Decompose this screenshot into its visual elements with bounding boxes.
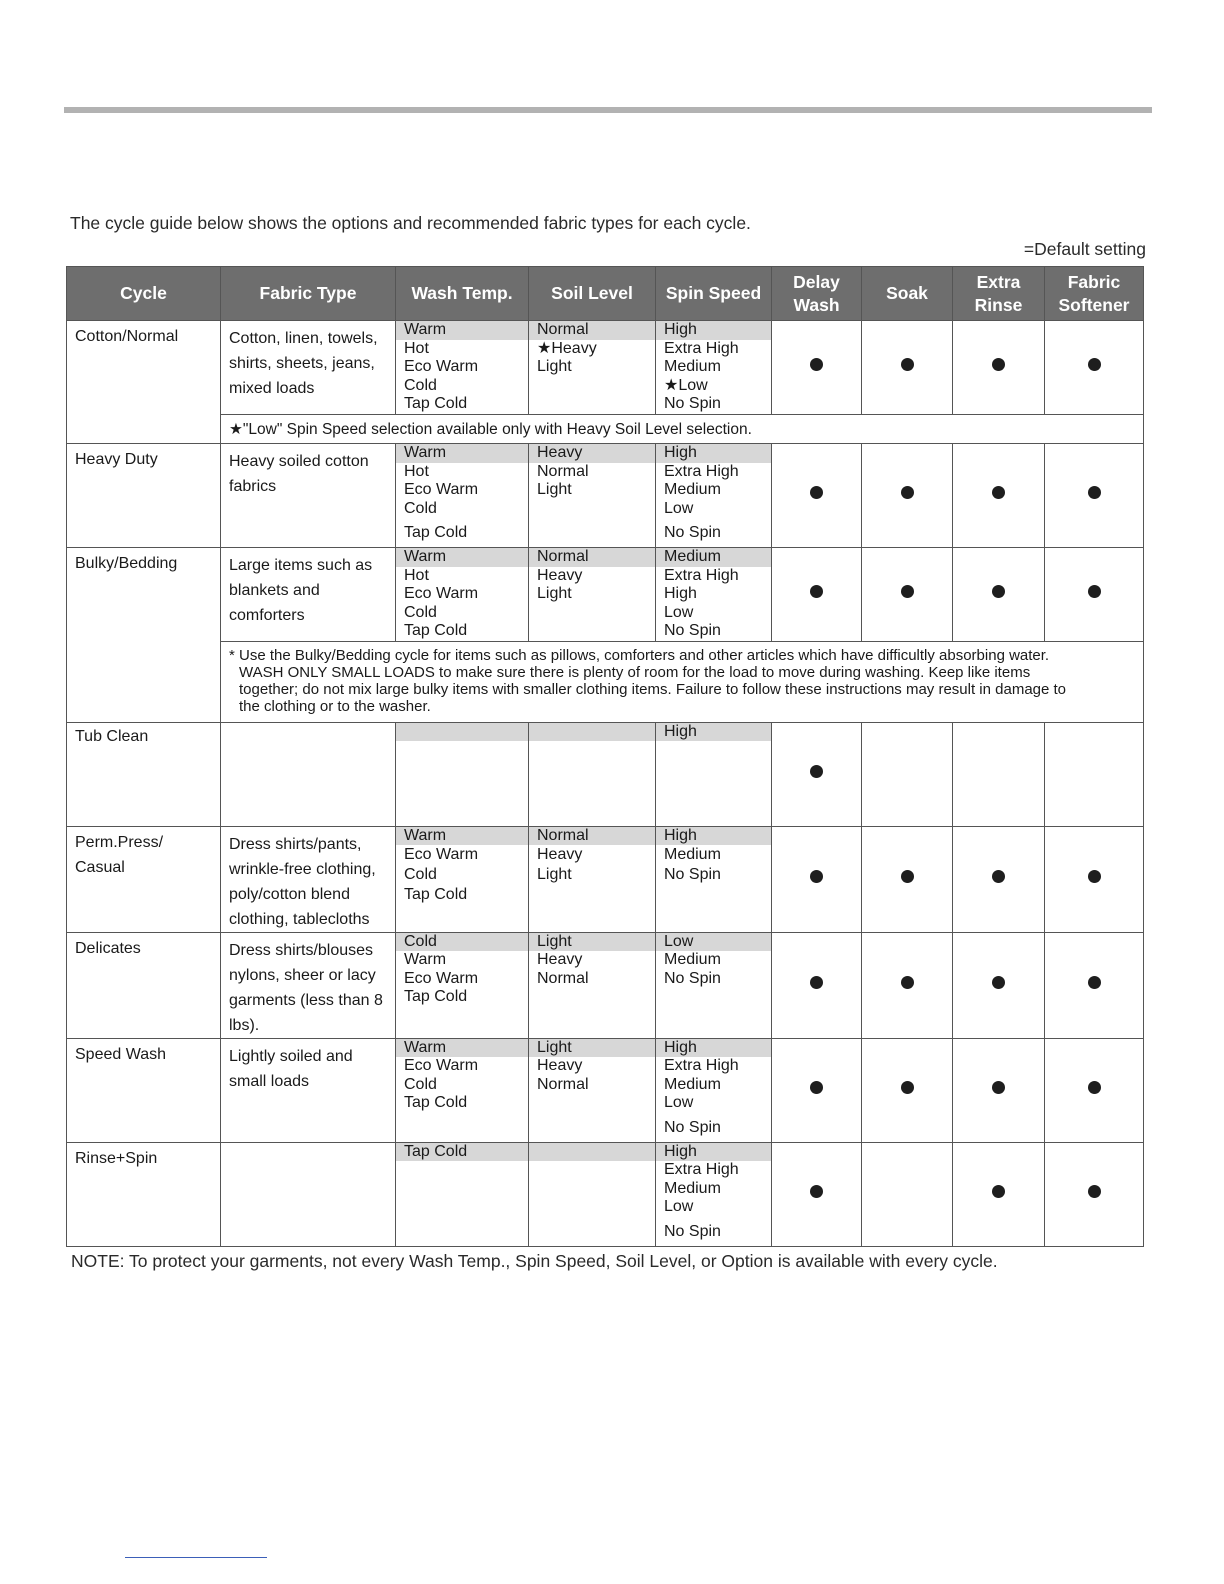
default-option: Low xyxy=(656,933,771,952)
soak-cell xyxy=(862,444,953,548)
header-spin-speed: Spin Speed xyxy=(656,267,772,321)
spin-speed-options xyxy=(656,1038,772,1142)
option: No Spin xyxy=(664,969,721,987)
available-dot-icon xyxy=(1088,585,1101,598)
available-dot-icon xyxy=(992,486,1005,499)
cycle-name: Heavy Duty xyxy=(67,444,221,548)
option: Tap Cold xyxy=(404,622,468,639)
option: Low xyxy=(664,1198,694,1215)
option: Medium xyxy=(664,358,721,375)
default-option: Tap Cold xyxy=(396,1143,528,1162)
soak-cell xyxy=(862,321,953,415)
default-option-blank xyxy=(529,1143,655,1161)
cycle-name-line: Perm.Press/ xyxy=(75,833,164,851)
option: Low xyxy=(664,1094,694,1111)
option: Cold xyxy=(404,1075,437,1093)
default-setting-legend: =Default setting xyxy=(1023,239,1146,259)
default-option: Normal xyxy=(529,321,655,340)
available-dot-icon xyxy=(992,585,1005,598)
extra-rinse-cell xyxy=(953,932,1045,1038)
available-dot-icon xyxy=(1088,358,1101,371)
fabric-softener-cell xyxy=(1045,826,1144,932)
option: Extra High xyxy=(664,462,739,480)
spin-speed-options xyxy=(656,444,772,548)
soil-level-options xyxy=(529,932,656,1038)
option: Cold xyxy=(404,866,437,883)
available-dot-icon xyxy=(810,358,823,371)
default-option: Warm xyxy=(396,444,528,463)
default-option: Warm xyxy=(396,1039,528,1058)
option: Eco Warm xyxy=(404,1057,479,1074)
option: Low xyxy=(664,499,694,517)
option: Normal xyxy=(537,462,589,480)
extra-rinse-cell xyxy=(953,321,1045,415)
available-dot-icon xyxy=(992,1185,1005,1198)
footnote-low-spin: ★"Low" Spin Speed selection available only with Heavy Soil Level selection. xyxy=(221,415,1144,444)
option: Eco Warm xyxy=(404,481,479,498)
soak-cell xyxy=(862,1142,953,1246)
option: Normal xyxy=(537,969,589,987)
available-dot-icon xyxy=(1088,1185,1101,1198)
footnote-bulky-bedding xyxy=(221,641,1144,722)
option: ★Low xyxy=(664,376,708,394)
availability-note: NOTE: To protect your garments, not every Wash Temp., Spin Speed, Soil Level, or Option is available with every cycle. xyxy=(71,1251,998,1271)
option: Medium xyxy=(664,846,721,863)
top-rule xyxy=(64,107,1152,113)
intro-text: The cycle guide below shows the options and recommended fabric types for each cycle. xyxy=(70,213,751,233)
fabric-type: Dress shirts/blouses nylons, sheer or lacy garments (less than 8 lbs). xyxy=(221,932,396,1038)
option: Normal xyxy=(537,1075,589,1093)
spin-speed-options xyxy=(656,932,772,1038)
available-dot-icon xyxy=(901,870,914,883)
available-dot-icon xyxy=(810,1081,823,1094)
footnote-row xyxy=(67,415,1144,444)
header-delay-wash: Delay Wash xyxy=(772,267,862,321)
option: Extra High xyxy=(664,339,739,357)
table-row xyxy=(67,826,1144,932)
wash-temp-options xyxy=(396,444,529,548)
available-dot-icon xyxy=(901,1081,914,1094)
default-option: Cold xyxy=(396,933,528,952)
default-option: Heavy xyxy=(529,444,655,463)
option: Eco Warm xyxy=(404,846,479,863)
default-option: High xyxy=(656,723,771,742)
fabric-type xyxy=(221,722,396,826)
cycle-name: Speed Wash xyxy=(67,1038,221,1142)
option: Hot xyxy=(404,339,429,357)
option: Extra High xyxy=(664,1057,739,1074)
available-dot-icon xyxy=(901,585,914,598)
option: Light xyxy=(537,585,572,602)
cycle-name: Cotton/Normal xyxy=(67,321,221,444)
option: Eco Warm xyxy=(404,358,479,375)
wash-temp-options xyxy=(396,548,529,642)
cycle-name: Bulky/Bedding xyxy=(67,548,221,723)
fabric-type xyxy=(221,1142,396,1246)
available-dot-icon xyxy=(901,358,914,371)
option: No Spin xyxy=(664,622,721,639)
wash-temp-options xyxy=(396,722,529,826)
fabric-softener-cell xyxy=(1045,321,1144,415)
fabric-softener-cell xyxy=(1045,444,1144,548)
bottom-link-underline xyxy=(125,1557,267,1558)
option: Heavy xyxy=(537,846,583,863)
option: Low xyxy=(664,603,694,621)
footnote-line: the clothing or to the washer. xyxy=(239,697,431,715)
header-row xyxy=(67,267,1144,321)
option: Hot xyxy=(404,462,429,480)
extra-rinse-cell xyxy=(953,722,1045,826)
fabric-type: Dress shirts/pants, wrinkle-free clothing, poly/cotton blend clothing, tablecloths xyxy=(221,826,396,932)
delay-wash-cell xyxy=(772,1142,862,1246)
default-option: Warm xyxy=(396,548,528,567)
available-dot-icon xyxy=(1088,976,1101,989)
cycle-guide-table xyxy=(66,266,1144,1247)
spin-speed-options xyxy=(656,548,772,642)
fabric-type: Large items such as blankets and comforters xyxy=(221,548,396,642)
fabric-type: Cotton, linen, towels, shirts, sheets, jeans, mixed loads xyxy=(221,321,396,415)
option: Medium xyxy=(664,1075,721,1093)
available-dot-icon xyxy=(1088,1081,1101,1094)
delay-wash-cell xyxy=(772,548,862,642)
wash-temp-options xyxy=(396,826,529,932)
table-row xyxy=(67,444,1144,548)
default-option: High xyxy=(656,444,771,463)
default-option: Light xyxy=(529,933,655,952)
option: No Spin xyxy=(664,524,721,541)
cycle-name-line: Casual xyxy=(75,858,125,876)
available-dot-icon xyxy=(992,870,1005,883)
default-option: Normal xyxy=(529,827,655,846)
available-dot-icon xyxy=(901,976,914,989)
soil-level-options xyxy=(529,548,656,642)
available-dot-icon xyxy=(810,486,823,499)
default-option: Warm xyxy=(396,827,528,846)
spin-speed-options xyxy=(656,826,772,932)
option: Cold xyxy=(404,376,437,394)
option: Tap Cold xyxy=(404,395,468,412)
table-row xyxy=(67,321,1144,415)
header-extra-rinse: Extra Rinse xyxy=(953,267,1045,321)
cycle-name: Tub Clean xyxy=(67,722,221,826)
available-dot-icon xyxy=(810,870,823,883)
option: No Spin xyxy=(664,866,721,883)
option: Eco Warm xyxy=(404,969,479,987)
default-option: Normal xyxy=(529,548,655,567)
available-dot-icon xyxy=(810,1185,823,1198)
footnote-line: * Use the Bulky/Bedding cycle for items such as pillows, comforters and other articles which have difficultly absorbing water. xyxy=(229,646,1050,664)
soil-level-options xyxy=(529,321,656,415)
cycle-name: Delicates xyxy=(67,932,221,1038)
fabric-softener-cell xyxy=(1045,722,1144,826)
default-option: High xyxy=(656,1143,771,1162)
soak-cell xyxy=(862,932,953,1038)
available-dot-icon xyxy=(992,1081,1005,1094)
wash-temp-options xyxy=(396,1038,529,1142)
extra-rinse-cell xyxy=(953,1142,1045,1246)
delay-wash-cell xyxy=(772,722,862,826)
table-row xyxy=(67,932,1144,1038)
option: High xyxy=(664,585,697,602)
default-option: High xyxy=(656,1039,771,1058)
available-dot-icon xyxy=(901,486,914,499)
default-option: High xyxy=(656,827,771,846)
table-row xyxy=(67,548,1144,642)
option: Light xyxy=(537,866,572,883)
fabric-softener-cell xyxy=(1045,1142,1144,1246)
table-row xyxy=(67,1142,1144,1246)
footnote-line: together; do not mix large bulky items with smaller clothing items. Failure to follow these instructions may result in damage to xyxy=(239,680,1067,698)
header-soil-level: Soil Level xyxy=(529,267,656,321)
default-option-blank xyxy=(529,723,655,741)
option: Medium xyxy=(664,951,721,968)
default-option: Light xyxy=(529,1039,655,1058)
option: Light xyxy=(537,358,572,375)
option: Cold xyxy=(404,499,437,517)
available-dot-icon xyxy=(810,585,823,598)
wash-temp-options xyxy=(396,932,529,1038)
extra-rinse-cell xyxy=(953,548,1045,642)
soil-level-options xyxy=(529,444,656,548)
delay-wash-cell xyxy=(772,826,862,932)
option: No Spin xyxy=(664,1118,721,1136)
extra-rinse-cell xyxy=(953,1038,1045,1142)
table-row xyxy=(67,1038,1144,1142)
option: Heavy xyxy=(537,951,583,968)
wash-temp-options xyxy=(396,1142,529,1246)
header-fabric-softener: Fabric Softener xyxy=(1045,267,1144,321)
option: Tap Cold xyxy=(404,988,468,1005)
option: No Spin xyxy=(664,1222,721,1240)
option: Medium xyxy=(664,481,721,498)
header-wash-temp: Wash Temp. xyxy=(396,267,529,321)
extra-rinse-cell xyxy=(953,826,1045,932)
default-option: Medium xyxy=(656,548,771,567)
footnote-row xyxy=(67,641,1144,722)
spin-speed-options xyxy=(656,722,772,826)
delay-wash-cell xyxy=(772,444,862,548)
soil-level-options xyxy=(529,826,656,932)
fabric-type: Lightly soiled and small loads xyxy=(221,1038,396,1142)
available-dot-icon xyxy=(992,976,1005,989)
option: Light xyxy=(537,481,572,498)
default-option: High xyxy=(656,321,771,340)
option: Tap Cold xyxy=(404,886,468,903)
fabric-softener-cell xyxy=(1045,932,1144,1038)
option: Heavy xyxy=(537,1057,583,1074)
delay-wash-cell xyxy=(772,932,862,1038)
fabric-softener-cell xyxy=(1045,1038,1144,1142)
option: ★Heavy xyxy=(537,339,597,357)
default-option-blank xyxy=(396,723,528,741)
soil-level-options xyxy=(529,722,656,826)
option: Extra High xyxy=(664,566,739,584)
header-cycle: Cycle xyxy=(67,267,221,321)
default-option: Warm xyxy=(396,321,528,340)
cycle-name xyxy=(67,826,221,932)
soak-cell xyxy=(862,722,953,826)
fabric-softener-cell xyxy=(1045,548,1144,642)
soil-level-options xyxy=(529,1038,656,1142)
spin-speed-options xyxy=(656,321,772,415)
fabric-type: Heavy soiled cotton fabrics xyxy=(221,444,396,548)
option: Extra High xyxy=(664,1161,739,1178)
cycle-name: Rinse+Spin xyxy=(67,1142,221,1246)
header-soak: Soak xyxy=(862,267,953,321)
option: Eco Warm xyxy=(404,585,479,602)
footnote-line: WASH ONLY SMALL LOADS to make sure there is plenty of room for the load to move during washing. Keep like items xyxy=(239,663,1031,681)
delay-wash-cell xyxy=(772,1038,862,1142)
option: Heavy xyxy=(537,566,583,584)
option: Cold xyxy=(404,603,437,621)
option: Tap Cold xyxy=(404,524,468,541)
table-row xyxy=(67,722,1144,826)
soak-cell xyxy=(862,1038,953,1142)
delay-wash-cell xyxy=(772,321,862,415)
wash-temp-options xyxy=(396,321,529,415)
option: Hot xyxy=(404,566,429,584)
option: Tap Cold xyxy=(404,1094,468,1111)
available-dot-icon xyxy=(810,976,823,989)
option: No Spin xyxy=(664,395,721,412)
available-dot-icon xyxy=(992,358,1005,371)
header-fabric-type: Fabric Type xyxy=(221,267,396,321)
available-dot-icon xyxy=(810,765,823,778)
option: Warm xyxy=(404,951,447,968)
soak-cell xyxy=(862,548,953,642)
soak-cell xyxy=(862,826,953,932)
option: Medium xyxy=(664,1179,721,1197)
soil-level-options xyxy=(529,1142,656,1246)
available-dot-icon xyxy=(1088,486,1101,499)
spin-speed-options xyxy=(656,1142,772,1246)
available-dot-icon xyxy=(1088,870,1101,883)
extra-rinse-cell xyxy=(953,444,1045,548)
